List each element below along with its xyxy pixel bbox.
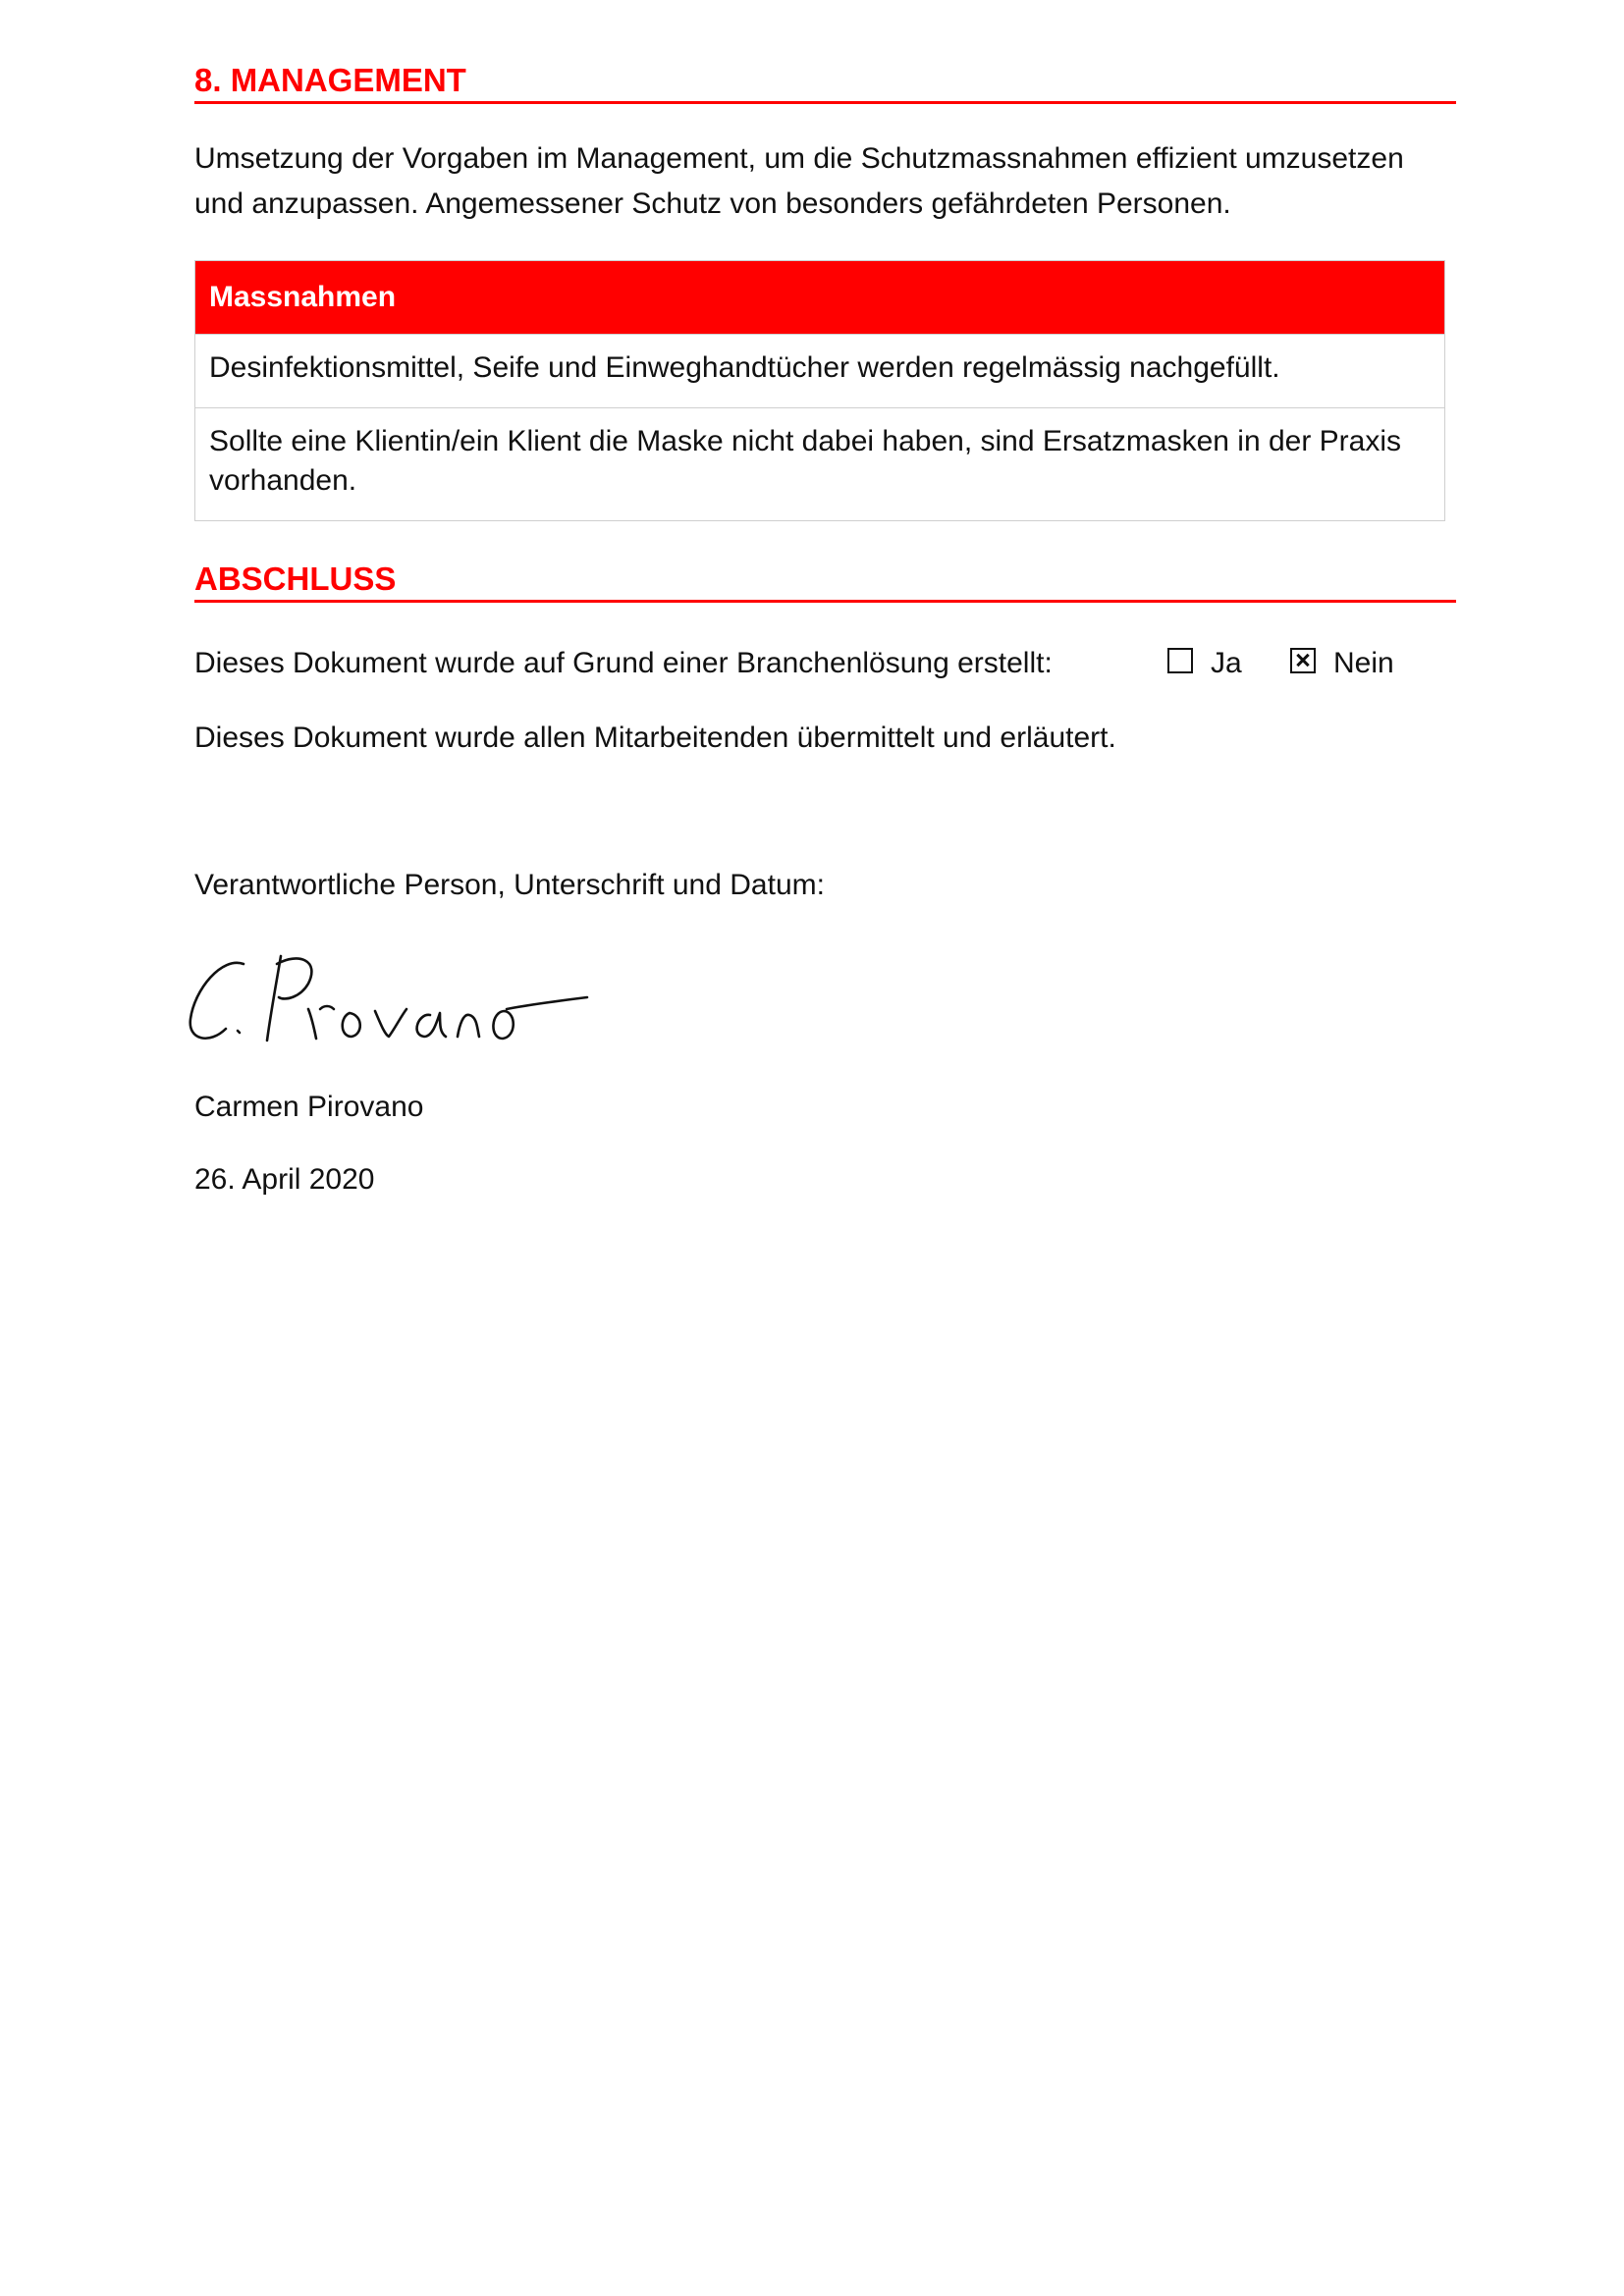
measures-table-row [195,407,1444,520]
handwritten-signature [183,950,615,1058]
section-heading-abschluss: ABSCHLUSS [194,560,1456,603]
branch-solution-question: Dieses Dokument wurde auf Grund einer Branchenlösung erstellt: [194,647,1053,679]
measure-text-line-1: Sollte eine Klientin/ein Klient die Maske nicht dabei haben, sind Ersatzmasken in der Praxis [209,425,1402,457]
management-intro-line-1: Umsetzung der Vorgaben im Management, um die Schutzmassnahmen effizient umzusetzen [194,142,1404,175]
management-intro-line-2: und anzupassen. Angemessener Schutz von besonders gefährdeten Personen. [194,187,1231,220]
signature-date: 26. April 2020 [194,1163,375,1196]
signer-name: Carmen Pirovano [194,1091,424,1123]
checkbox-nein-label: Nein [1333,647,1394,679]
communicated-statement: Dieses Dokument wurde allen Mitarbeitenden übermittelt und erläutert. [194,721,1116,754]
measures-table-row [195,334,1444,407]
measure-text-line-2: vorhanden. [209,464,357,497]
signature-prompt: Verantwortliche Person, Unterschrift und Datum: [194,869,825,901]
measures-table [194,260,1445,521]
checkbox-ja[interactable] [1167,648,1193,673]
checkbox-nein[interactable] [1290,648,1316,673]
section-heading-management: 8. MANAGEMENT [194,61,1456,104]
measure-text: Desinfektionsmittel, Seife und Einweghandtücher werden regelmässig nachgefüllt. [209,351,1280,384]
checkbox-ja-label: Ja [1211,647,1242,679]
measures-table-header: Massnahmen [195,261,1444,334]
